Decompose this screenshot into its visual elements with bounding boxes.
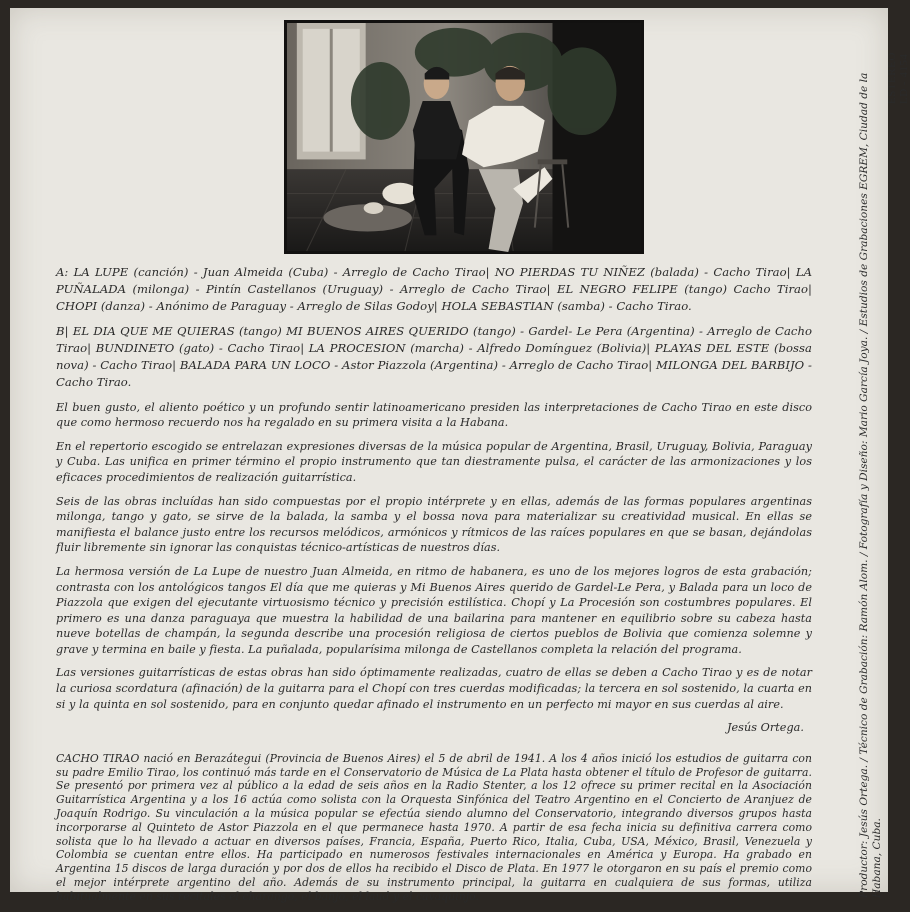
author-signature: Jesús Ortega. bbox=[726, 721, 804, 735]
notes-paragraph-3: Seis de las obras incluídas han sido compuestas por el propio intérprete y en ellas, además de las formas populares argentinas milonga, tango y gato, se sirve de la balada, la samba y el bossa nova para materializar su creatividad musical. En ellas se manifiesta el balance justo entre los recursos melódicos, armónicos y rítmicos de las raíces populares en que se basan, dejándolas fluir libremente sin ignorar las conquistas técnico-artísticas de nuestros días. bbox=[56, 494, 812, 555]
side-a-tracklist: A: LA LUPE (canción) - Juan Almeida (Cuba) - Arreglo de Cacho Tirao| NO PIERDAS TU NIÑEZ (balada) - Cacho Tirao| LA PUÑALADA (milonga) - Pintín Castellanos (Uruguay) - Arreglo de Cacho Tirao| EL NEGRO FELIPE (tango) Cacho Tirao| CHOPI (danza) - Anónimo de Paraguay - Arreglo de Silas Godoy| HOLA SEBASTIAN (samba) - Cacho Tirao. bbox=[56, 265, 812, 313]
notes-paragraph-5: Las versiones guitarrísticas de estas obras han sido óptimamente realizadas, cuatro de ellas se deben a Cacho Tirao y es de notar la curiosa scordatura (afinación) de la guitarra para el Chopí con tres cuerdas modificadas; la tercera en sol sostenido, la cuarta en si y la quinta en sol sostenido, para en conjunto quedar afinado el instrumento en un perfecto mi mayor en sus cuerdas al aire. bbox=[56, 666, 812, 711]
notes-paragraph-1: El buen gusto, el aliento poético y un profundo sentir latinoamericano presiden las interpretaciones de Cacho Tirao en este disco que como hermoso recuerdo nos ha regalado en su primera visita a la Habana. bbox=[56, 400, 812, 430]
cover-photo-image bbox=[287, 23, 641, 251]
production-credits: Productor: Jesús Ortega. / Técnico de Grabación: Ramón Alom. / Fotografía y Diseño: Mario García Joya. / Estudios de Grabaciones EGREM, Ciudad de la Habana, Cuba. bbox=[858, 72, 883, 898]
side-b-tracklist: B| EL DIA QUE ME QUIERAS (tango) MI BUENOS AIRES QUERIDO (tango) - Gardel- Le Pera (Argentina) - Arreglo de Cacho Tirao| BUNDINETO (gato) - Cacho Tirao| LA PROCESION (marcha) - Alfredo Domínguez (Bolivia)| PLAYAS DEL ESTE (bossa nova) - Cacho Tirao| BALADA PARA UN LOCO - Astor Piazzola (Argentina) - Arreglo de Cacho Tirao| MILONGA DEL BARBIJO - Cacho Tirao. bbox=[56, 324, 812, 389]
notes-paragraph-2: En el repertorio escogido se entrelazan expresiones diversas de la música popular de Argentina, Brasil, Uruguay, Bolivia, Paraguay y Cuba. Las unifica en primer término el propio instrumento que tan diestramente pulsa, el carácter de las armonizaciones y los eficaces procedimientos de realización guitarrística. bbox=[56, 439, 812, 484]
catalog-info bbox=[886, 52, 910, 104]
cover-photo bbox=[284, 20, 644, 254]
artist-biography: CACHO TIRAO nació en Berazátegui (Provincia de Buenos Aires) el 5 de abril de 1941. A los 4 años inició los estudios de guitarra con su padre Emilio Tirao, los continuó más tarde en el Conservatorio de Música de La Plata hasta obtener el título de Profesor de guitarra. Se presentó por primera vez al público a la edad de seis años en la Radio Stenter, a los 12 ofrece su primer recital en la Asociación Guitarrística Argentina y a los 16 actúa como solista con la Orquesta Sinfónica del Teatro Argentino en el Concierto de Aranjuez de Joaquín Rodrigo. Su vinculación a la música popular se efectúa siendo alumno del Conservatorio, integrando diversos grupos hasta incorporarse al Quinteto de Astor Piazzola en el que permanece hasta 1970. A partir de esa fecha inicia su definitiva carrera como solista que lo ha llevado a actuar en diversos países, Francia, España, Puerto Rico, Italia, Cuba, USA, México, Brasil, Venezuela y Colombia se cuentan entre ellos. Ha participado en numerosos festivales internacionales en América y Europa. Ha grabado en Argentina 15 discos de larga duración y por dos de ellos ha recibido el Disco de Plata. En 1977 le otorgaron en su país el premio como el mejor intérprete argentino del año. Además de su instrumento principal, la guitarra en cualquiera de sus formas, utiliza habitualmente en sus recitales el charango, el banjo, el laud y el cavaquinjo. bbox=[56, 751, 812, 903]
record-sleeve-back bbox=[10, 8, 910, 903]
catalog-number: LD - 4154 bbox=[898, 53, 910, 104]
stereo-label: ESTEREO bbox=[886, 52, 898, 104]
notes-paragraph-4: La hermosa versión de La Lupe de nuestro Juan Almeida, en ritmo de habanera, es uno de los mejores logros de esta grabación; contrasta con los antológicos tangos El día que me quieras y Mi Buenos Aires querido de Gardel-Le Pera, y Balada para un loco de Piazzola que exigen del ejecutante virtuosismo técnico y precisión estilística. Chopí y La Procesión son costumbres populares. El primero es una danza paraguaya que muestra la habilidad de una bailarina para mantener en equilibrio sobre su cabeza hasta nueve botellas de champán, la segunda describe una procesión religiosa de ciertos pueblos de Bolivia que comienza solemne y grave y termina en baile y fiesta. La puñalada, popularísima milonga de Castellanos completa la relación del programa. bbox=[56, 564, 812, 656]
liner-notes bbox=[56, 264, 812, 912]
